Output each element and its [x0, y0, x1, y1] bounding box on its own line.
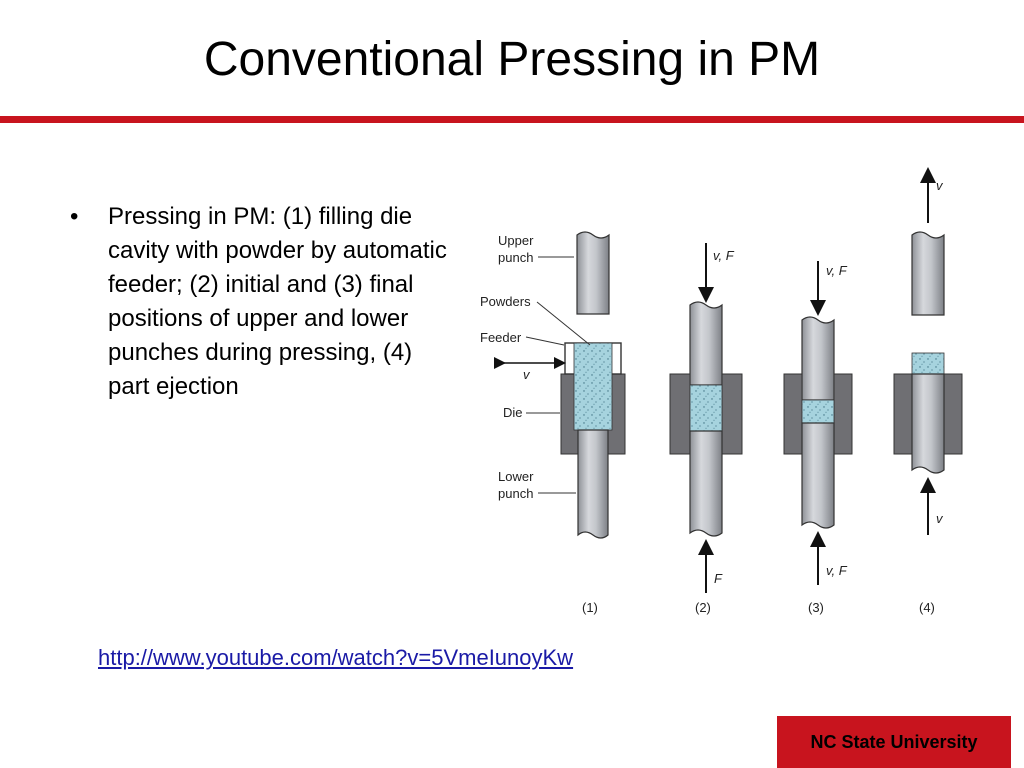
bullet-item [70, 200, 460, 404]
stage-3-upper-punch [802, 317, 834, 400]
stage-3-number: (3) [808, 600, 824, 615]
stage-3-bottom-force-label: v, F [826, 563, 847, 578]
footer-text: NC State University [810, 731, 978, 752]
stage-1 [480, 232, 625, 615]
stage-2-die-right [722, 374, 742, 454]
youtube-link[interactable]: http://www.youtube.com/watch?v=5VmeIunoyKw [98, 645, 574, 670]
stage-4-powder [912, 353, 944, 374]
stage-2-top-force-label: v, F [713, 248, 734, 263]
stage-2-upper-punch [690, 302, 722, 385]
stage-4-top-label: v [936, 178, 943, 193]
stage-4-number: (4) [919, 600, 935, 615]
stage-2-number: (2) [695, 600, 711, 615]
feeder-motion-label: v [523, 367, 530, 382]
stage-3-lower-punch [802, 423, 834, 528]
stage-3-die-right [834, 374, 852, 454]
stage-4 [894, 175, 962, 615]
stage-4-die-left [894, 374, 912, 454]
stage-2 [670, 243, 742, 615]
stage-2-bottom-force-label: F [714, 571, 722, 586]
stage-4-bottom-label: v [936, 511, 943, 526]
slide-title: Conventional Pressing in PM [203, 33, 821, 86]
label-feeder: Feeder [480, 330, 522, 345]
label-lower-punch-1: Lower [498, 469, 534, 484]
stage-4-upper-punch [912, 232, 944, 315]
stage-3-powder [802, 400, 834, 423]
stage-3 [784, 261, 852, 615]
bullet-marker: • [70, 203, 79, 230]
stage-2-die-left [670, 374, 690, 454]
stage-2-powder [690, 385, 722, 431]
stage-2-lower-punch [690, 431, 722, 536]
pressing-diagram [470, 165, 990, 625]
label-powders: Powders [480, 294, 531, 309]
footer-badge [777, 716, 1011, 768]
upper-punch [577, 232, 609, 314]
label-lower-punch-2: punch [498, 486, 534, 501]
bullet-text: Pressing in PM: (1) filling die cavity with powder by automatic feeder; (2) initial and (3) final positions of upper and lower punches during pressing, (4) part ejection [108, 203, 447, 400]
lower-punch [578, 430, 608, 538]
stage-1-number: (1) [582, 600, 598, 615]
stage-3-die-left [784, 374, 802, 454]
bullet-list [70, 200, 460, 404]
stage-4-die-right [944, 374, 962, 454]
label-upper-punch-2: punch [498, 250, 534, 265]
stage-4-lower-punch [912, 374, 944, 473]
label-die: Die [503, 405, 523, 420]
powder-fill [574, 343, 612, 430]
leader-feeder [526, 337, 564, 345]
title-divider [0, 116, 1024, 123]
label-upper-punch-1: Upper [498, 233, 534, 248]
stage-3-top-force-label: v, F [826, 263, 847, 278]
